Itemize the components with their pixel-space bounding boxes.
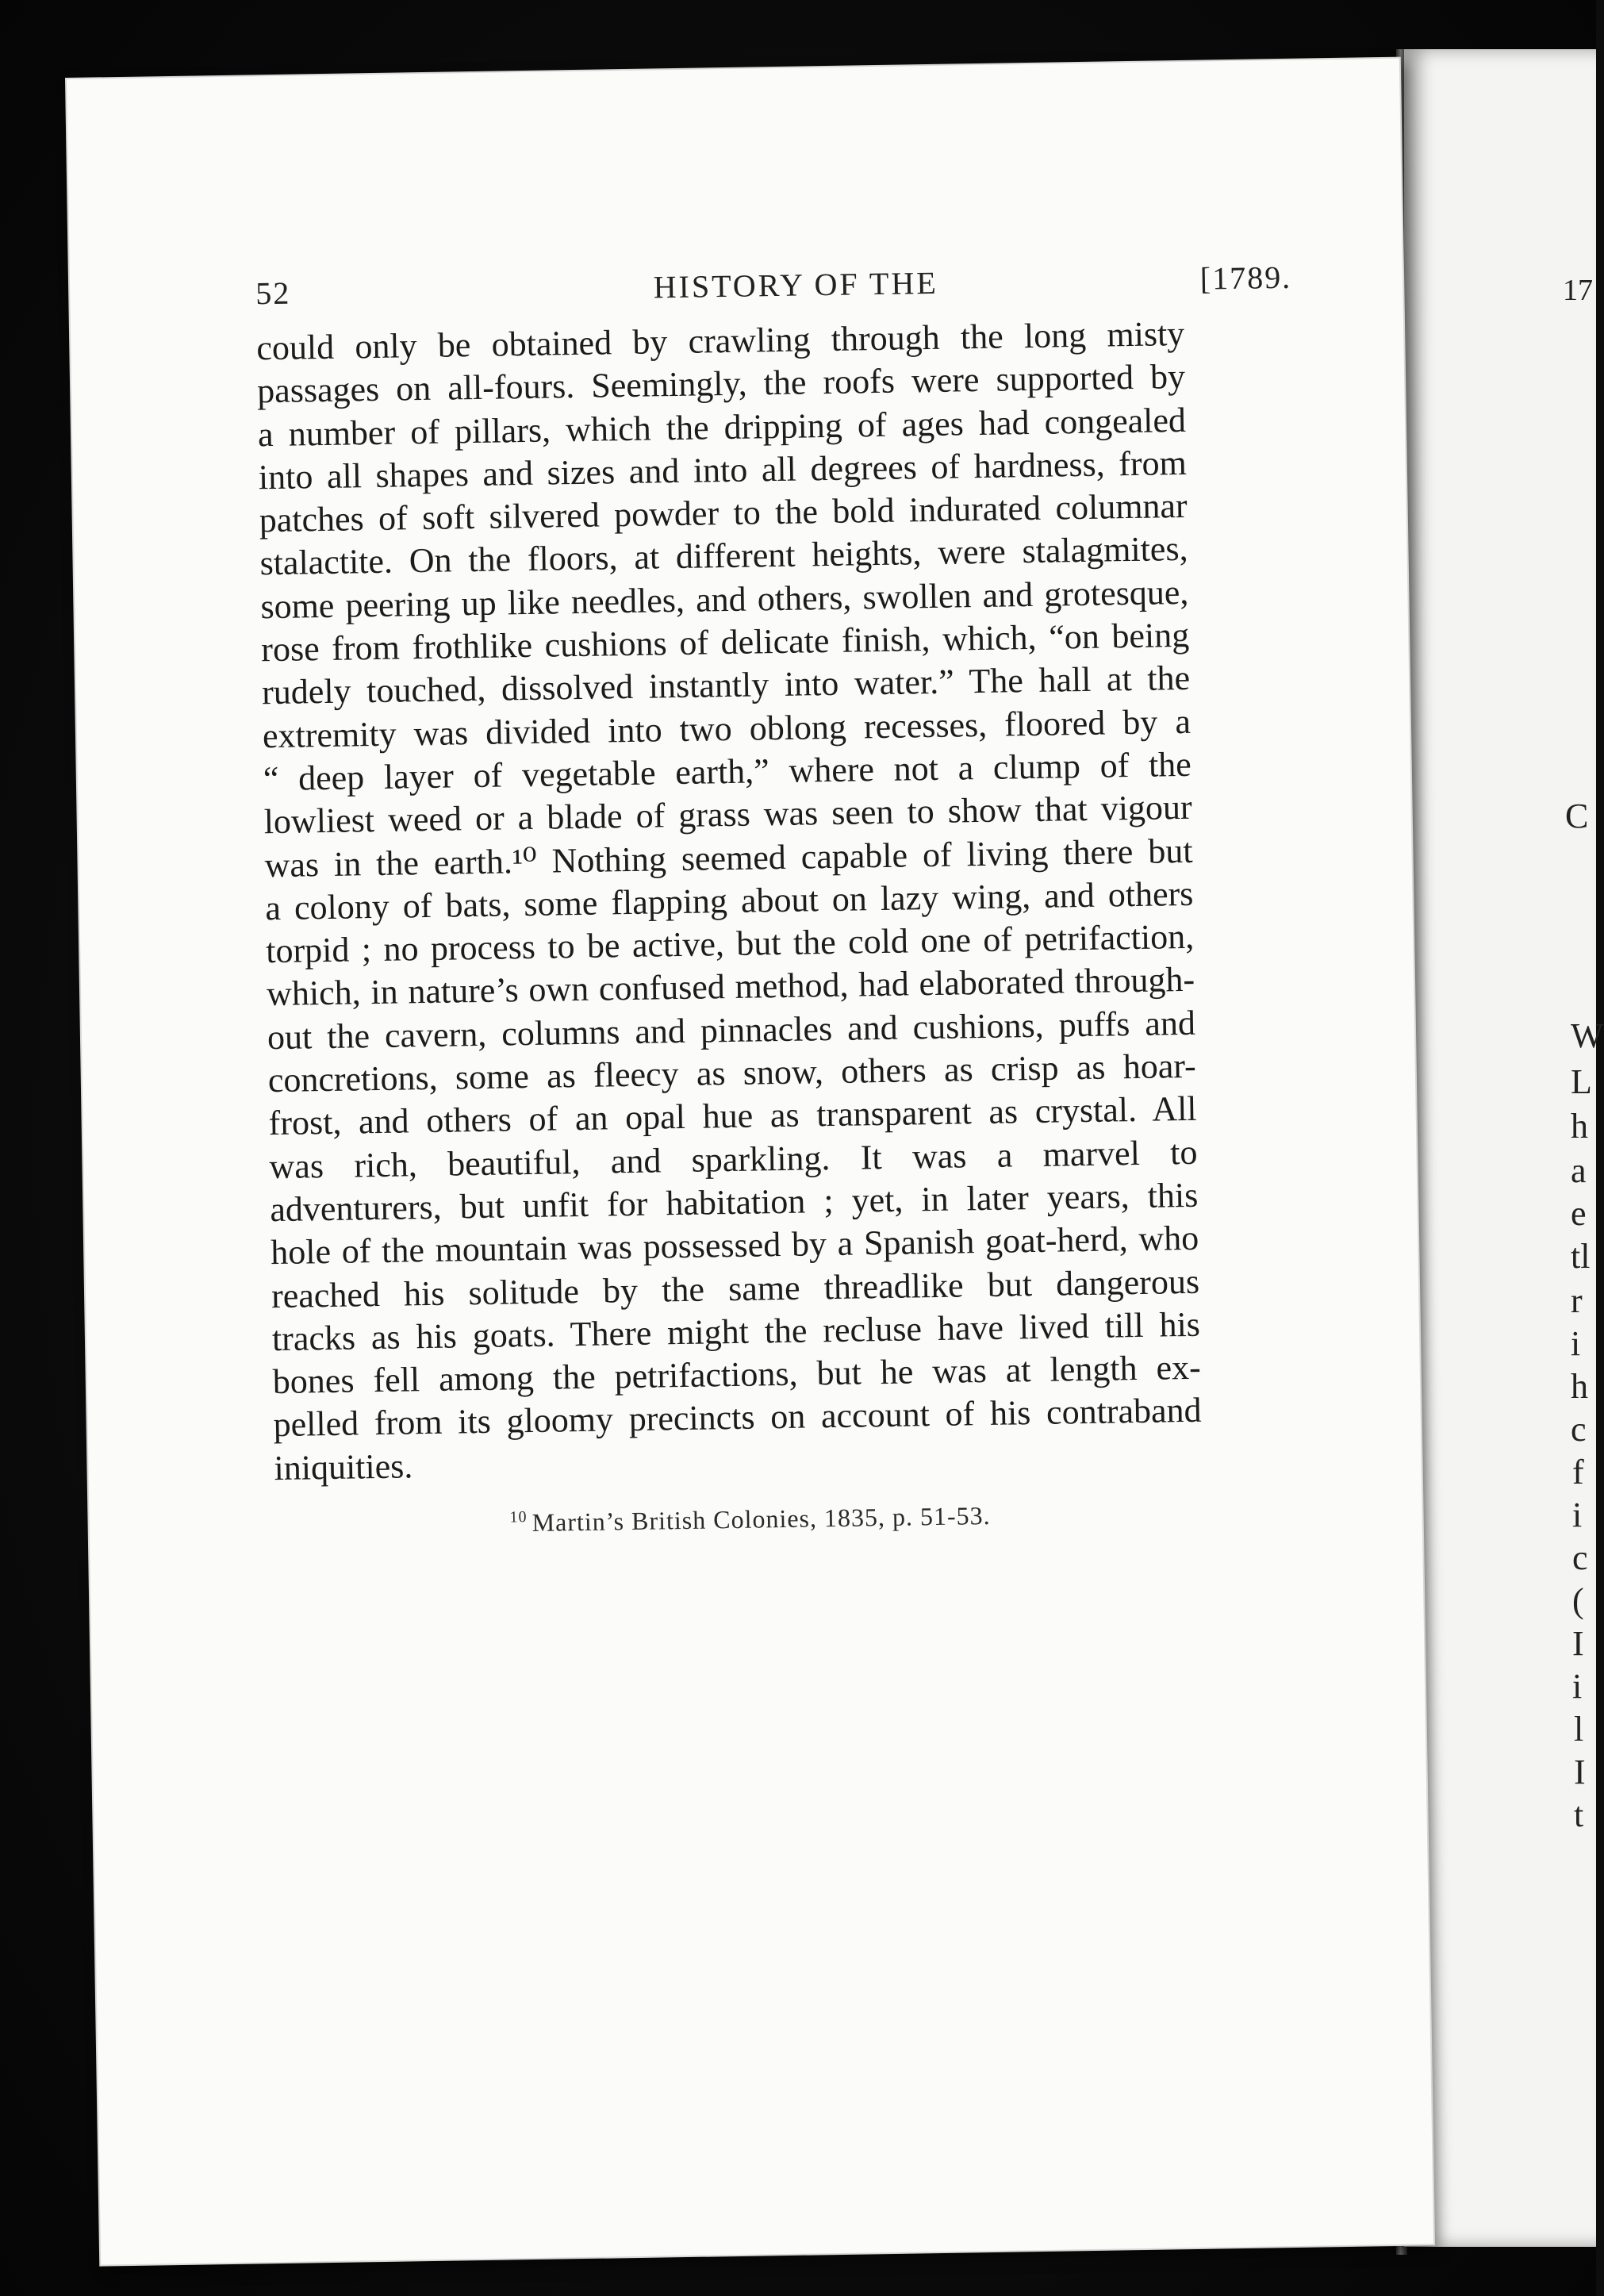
text-line: a colony of bats, some flapping about on lazy wing, and others	[265, 873, 1194, 928]
text-line: pelled from its gloomy precincts on account of his contraband	[273, 1391, 1202, 1445]
text-line: could only be obtained by crawling through the long misty	[255, 313, 1185, 368]
facing-page-fragment: c	[1571, 1410, 1587, 1449]
text-line: into all shapes and sizes and into all degrees of hardness, from	[258, 443, 1188, 497]
text-line: adventurers, but unfit for habitation ; yet, in later years, this	[270, 1175, 1199, 1230]
text-line: was in the earth.¹⁰ Nothing seemed capable of living there but	[264, 831, 1193, 885]
facing-page-fragment: (	[1572, 1581, 1584, 1620]
facing-page-fragment: i	[1572, 1495, 1583, 1534]
facing-page-fragment: c	[1572, 1538, 1588, 1577]
facing-page-fragment: I	[1574, 1753, 1586, 1791]
text-line: frost, and others of an opal hue as transparent as crystal. All	[268, 1089, 1197, 1143]
facing-page-header-fragment: 17	[1563, 274, 1593, 307]
text-line: rudely touched, dissolved instantly into water.” The hall at the	[261, 658, 1191, 712]
facing-page-fragment: i	[1572, 1667, 1583, 1706]
text-line: concretions, some as fleecy as snow, others as crisp as hoar-	[267, 1046, 1197, 1100]
running-head	[255, 259, 1292, 321]
text-line: some peering up like needles, and others, swollen and grotesque,	[260, 572, 1189, 627]
body-text	[256, 313, 1203, 1490]
running-year: [1789.	[1199, 259, 1292, 297]
facing-page-fragment: I	[1572, 1624, 1584, 1663]
facing-page-fragment: W	[1571, 1016, 1604, 1055]
text-line: tracks as his goats. There might the recluse have lived till his	[271, 1304, 1201, 1358]
text-line: iniquities.	[274, 1446, 413, 1488]
facing-page-fragment: h	[1571, 1367, 1588, 1406]
text-line: torpid ; no process to be active, but the cold one of petrifaction,	[265, 916, 1195, 971]
text-line: “ deep layer of vegetable earth,” where not a clump of the	[263, 744, 1192, 799]
text-line: patches of soft silvered powder to the bold indurated columnar	[259, 486, 1188, 540]
text-line: hole of the mountain was possessed by a Spanish goat-herd, who	[270, 1219, 1199, 1273]
facing-page	[1404, 49, 1604, 2247]
footnote-marker: 10	[509, 1508, 528, 1526]
footnote	[509, 1496, 1287, 1538]
text-line: reached his solitude by the same threadlike but dangerous	[271, 1261, 1200, 1315]
running-title: HISTORY OF THE	[653, 264, 939, 305]
text-line: passages on all-fours. Seemingly, the roofs were supported by	[256, 357, 1186, 411]
facing-page-fragment: f	[1572, 1453, 1584, 1492]
facing-page-fragment: tl	[1571, 1237, 1591, 1276]
text-line: was rich, beautiful, and sparkling. It was a marvel to	[269, 1132, 1198, 1186]
facing-page-fragment: e	[1571, 1194, 1587, 1233]
page-content	[255, 259, 1292, 1541]
text-line: lowliest weed or a blade of grass was seen to show that vigour	[263, 788, 1192, 842]
footnote-text: Martin’s British Colonies, 1835, p. 51-53.	[531, 1500, 991, 1538]
facing-page-fragment: l	[1574, 1710, 1584, 1749]
text-line: which, in nature’s own confused method, had elaborated through-	[266, 960, 1195, 1014]
facing-page-fragment: t	[1574, 1795, 1584, 1834]
facing-page-fragment: r	[1571, 1281, 1583, 1320]
facing-page-fragment: L	[1571, 1062, 1592, 1101]
text-line: a number of pillars, which the dripping of ages had congealed	[257, 400, 1187, 454]
book-page	[67, 59, 1433, 2265]
facing-page-fragment: C	[1565, 797, 1589, 835]
text-line: bones fell among the petrifactions, but he was at length ex-	[272, 1347, 1202, 1402]
facing-page-fragment: h	[1571, 1107, 1588, 1146]
text-line: rose from frothlike cushions of delicate finish, which, “on being	[260, 615, 1190, 670]
facing-page-fragment: i	[1571, 1324, 1581, 1363]
facing-page-fragment: a	[1571, 1151, 1587, 1190]
text-line: extremity was divided into two oblong recesses, floored by a	[262, 701, 1191, 755]
page-number: 52	[255, 275, 291, 312]
text-line: stalactite. On the floors, at different heights, were stalagmites,	[259, 529, 1188, 583]
text-line: out the cavern, columns and pinnacles and cushions, puffs and	[267, 1003, 1196, 1057]
